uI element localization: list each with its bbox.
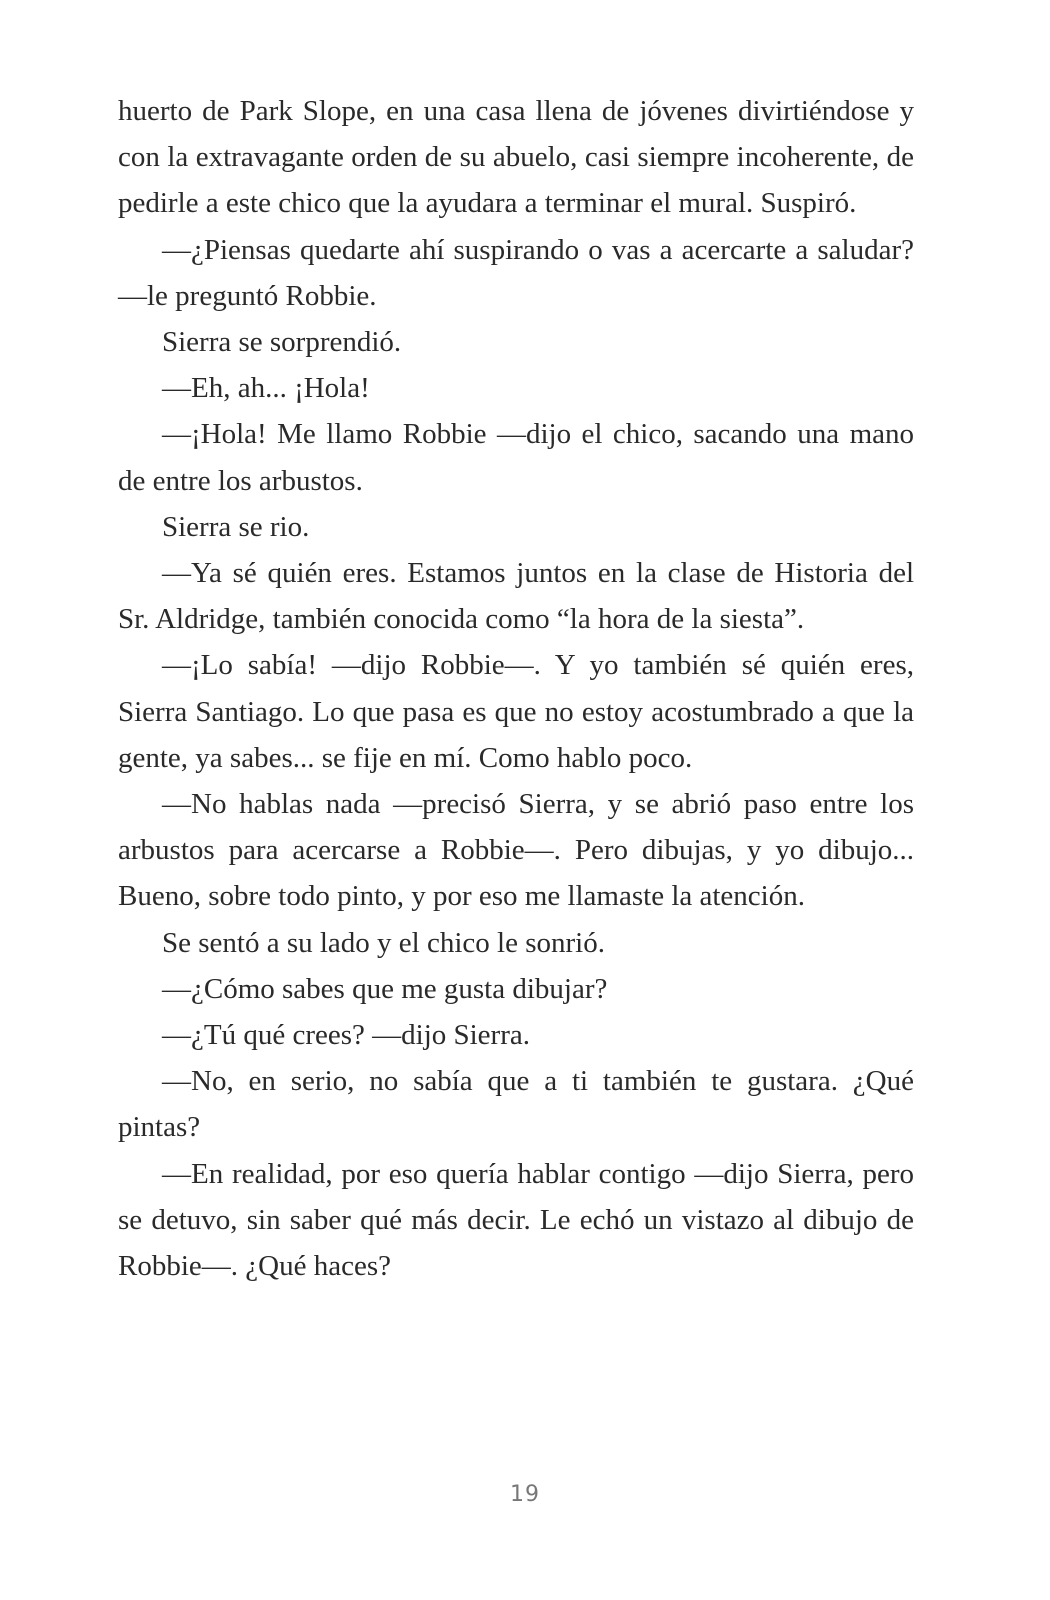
paragraph: —¡Lo sabía! —dijo Robbie—. Y yo también sé quién eres, Sierra Santiago. Lo que pasa es que no estoy acostumbrado a que la gente, ya sabes... se fije en mí. Como hablo poco. bbox=[118, 649, 914, 774]
paragraph: Sierra se sorprendió. bbox=[162, 326, 402, 359]
paragraph: —¿Tú qué crees? —dijo Sierra. bbox=[162, 1019, 530, 1052]
body-text bbox=[118, 88, 914, 1289]
paragraph: —Ya sé quién eres. Estamos juntos en la clase de Historia del Sr. Aldridge, también conocida como “la hora de la siesta”. bbox=[118, 557, 914, 636]
paragraph: —¡Hola! Me llamo Robbie —dijo el chico, sacando una mano de entre los arbustos. bbox=[118, 418, 914, 497]
paragraph: Se sentó a su lado y el chico le sonrió. bbox=[162, 926, 605, 959]
paragraph: —En realidad, por eso quería hablar contigo —dijo Sierra, pero se detuvo, sin saber qué más decir. Le echó un vistazo al dibujo de Robbie—. ¿Qué haces? bbox=[118, 1157, 914, 1283]
paragraph: —No hablas nada —precisó Sierra, y se abrió paso entre los arbustos para acercarse a Robbie—. Pero dibujas, y yo dibujo... Bueno, sobre todo pinto, y por eso me llamaste la atención. bbox=[118, 788, 914, 913]
paragraph: —¿Cómo sabes que me gusta dibujar? bbox=[162, 972, 608, 1005]
paragraph: —¿Piensas quedarte ahí suspirando o vas a acercarte a saludar? —le preguntó Robbie. bbox=[118, 233, 914, 312]
paragraph: Sierra se rio. bbox=[162, 510, 310, 543]
paragraph: —No, en serio, no sabía que a ti también te gustara. ¿Qué pintas? bbox=[118, 1065, 914, 1144]
page-number: 19 bbox=[510, 1482, 540, 1507]
paragraph: huerto de Park Slope, en una casa llena de jóvenes divirtiéndose y con la extravagante orden de su abuelo, casi siempre incoherente, de pedirle a este chico que la ayudara a terminar el mural. Suspiró. bbox=[118, 95, 914, 220]
paragraph: —Eh, ah... ¡Hola! bbox=[162, 372, 370, 405]
